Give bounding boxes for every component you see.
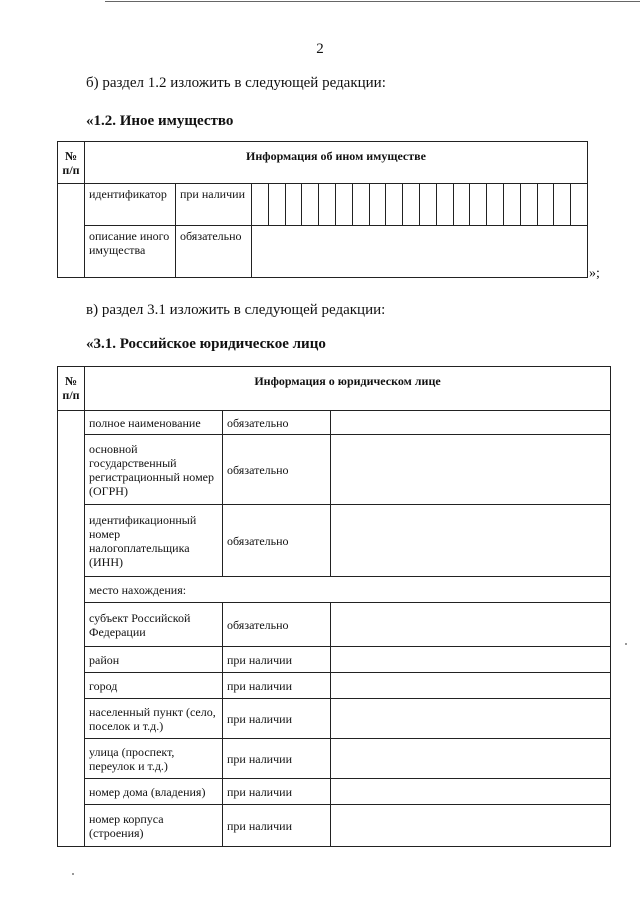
digit-box[interactable] (386, 184, 403, 225)
value-cell[interactable] (331, 603, 611, 647)
value-cell[interactable] (331, 411, 611, 435)
digit-box[interactable] (336, 184, 353, 225)
field-label: район (85, 647, 223, 673)
field-label: улица (проспект, переулок и т.д.) (85, 739, 223, 779)
table-header: Информация об ином имуществе (85, 142, 588, 184)
field-label: основной государственный регистрационный номер (ОГРН) (85, 435, 223, 505)
value-cell[interactable] (331, 647, 611, 673)
digit-box[interactable] (454, 184, 471, 225)
digit-box[interactable] (269, 184, 286, 225)
scan-speck (625, 643, 627, 645)
section-v-intro: в) раздел 3.1 изложить в следующей редакции: (86, 302, 386, 318)
requirement-label: обязательно (223, 411, 331, 435)
top-edge-line (105, 1, 640, 2)
section-v-heading: «3.1. Российское юридическое лицо (86, 336, 326, 352)
closing-quote: »; (589, 266, 600, 281)
col-number-header: № п/п (58, 142, 85, 184)
field-label: населенный пункт (село, поселок и т.д.) (85, 699, 223, 739)
digit-box[interactable] (504, 184, 521, 225)
requirement-label: при наличии (223, 699, 331, 739)
field-label: номер корпуса (строения) (85, 805, 223, 847)
field-label: идентификационный номер налогоплательщика (ИНН) (85, 505, 223, 577)
digit-box[interactable] (319, 184, 336, 225)
requirement-label: при наличии (223, 673, 331, 699)
location-section-label: место нахождения: (85, 577, 611, 603)
scan-speck (72, 873, 74, 875)
digit-box[interactable] (353, 184, 370, 225)
digit-box[interactable] (302, 184, 319, 225)
legal-entity-table (57, 366, 611, 847)
requirement-label: обязательно (223, 505, 331, 577)
digit-box[interactable] (487, 184, 504, 225)
value-cell[interactable] (331, 435, 611, 505)
value-cell[interactable] (331, 699, 611, 739)
col-number-header: № п/п (58, 367, 85, 411)
field-label: идентификатор (85, 184, 176, 226)
digit-box[interactable] (420, 184, 437, 225)
requirement-label: при наличии (223, 647, 331, 673)
number-cell (58, 184, 85, 278)
requirement-label: при наличии (176, 184, 252, 226)
digit-box[interactable] (437, 184, 454, 225)
field-label: полное наименование (85, 411, 223, 435)
digit-box[interactable] (571, 184, 587, 225)
digit-box[interactable] (470, 184, 487, 225)
digit-box[interactable] (370, 184, 387, 225)
digit-box[interactable] (554, 184, 571, 225)
digit-box[interactable] (286, 184, 303, 225)
requirement-label: при наличии (223, 805, 331, 847)
digit-box[interactable] (252, 184, 269, 225)
number-cell (58, 411, 85, 847)
requirement-label: при наличии (223, 739, 331, 779)
table-header: Информация о юридическом лице (85, 367, 611, 411)
digit-box[interactable] (538, 184, 555, 225)
requirement-label: обязательно (223, 603, 331, 647)
identifier-digit-cells[interactable] (252, 184, 588, 226)
digit-box[interactable] (403, 184, 420, 225)
field-label: город (85, 673, 223, 699)
page-number: 2 (316, 41, 324, 57)
field-label: описание иного имущества (85, 226, 176, 278)
requirement-label: при наличии (223, 779, 331, 805)
value-cell[interactable] (252, 226, 588, 278)
digit-box[interactable] (521, 184, 538, 225)
requirement-label: обязательно (223, 435, 331, 505)
value-cell[interactable] (331, 805, 611, 847)
other-property-table (57, 141, 588, 278)
value-cell[interactable] (331, 739, 611, 779)
requirement-label: обязательно (176, 226, 252, 278)
field-label: номер дома (владения) (85, 779, 223, 805)
value-cell[interactable] (331, 505, 611, 577)
value-cell[interactable] (331, 673, 611, 699)
section-b-heading: «1.2. Иное имущество (86, 113, 234, 129)
section-b-intro: б) раздел 1.2 изложить в следующей редакции: (86, 75, 386, 91)
field-label: субъект Российской Федерации (85, 603, 223, 647)
value-cell[interactable] (331, 779, 611, 805)
